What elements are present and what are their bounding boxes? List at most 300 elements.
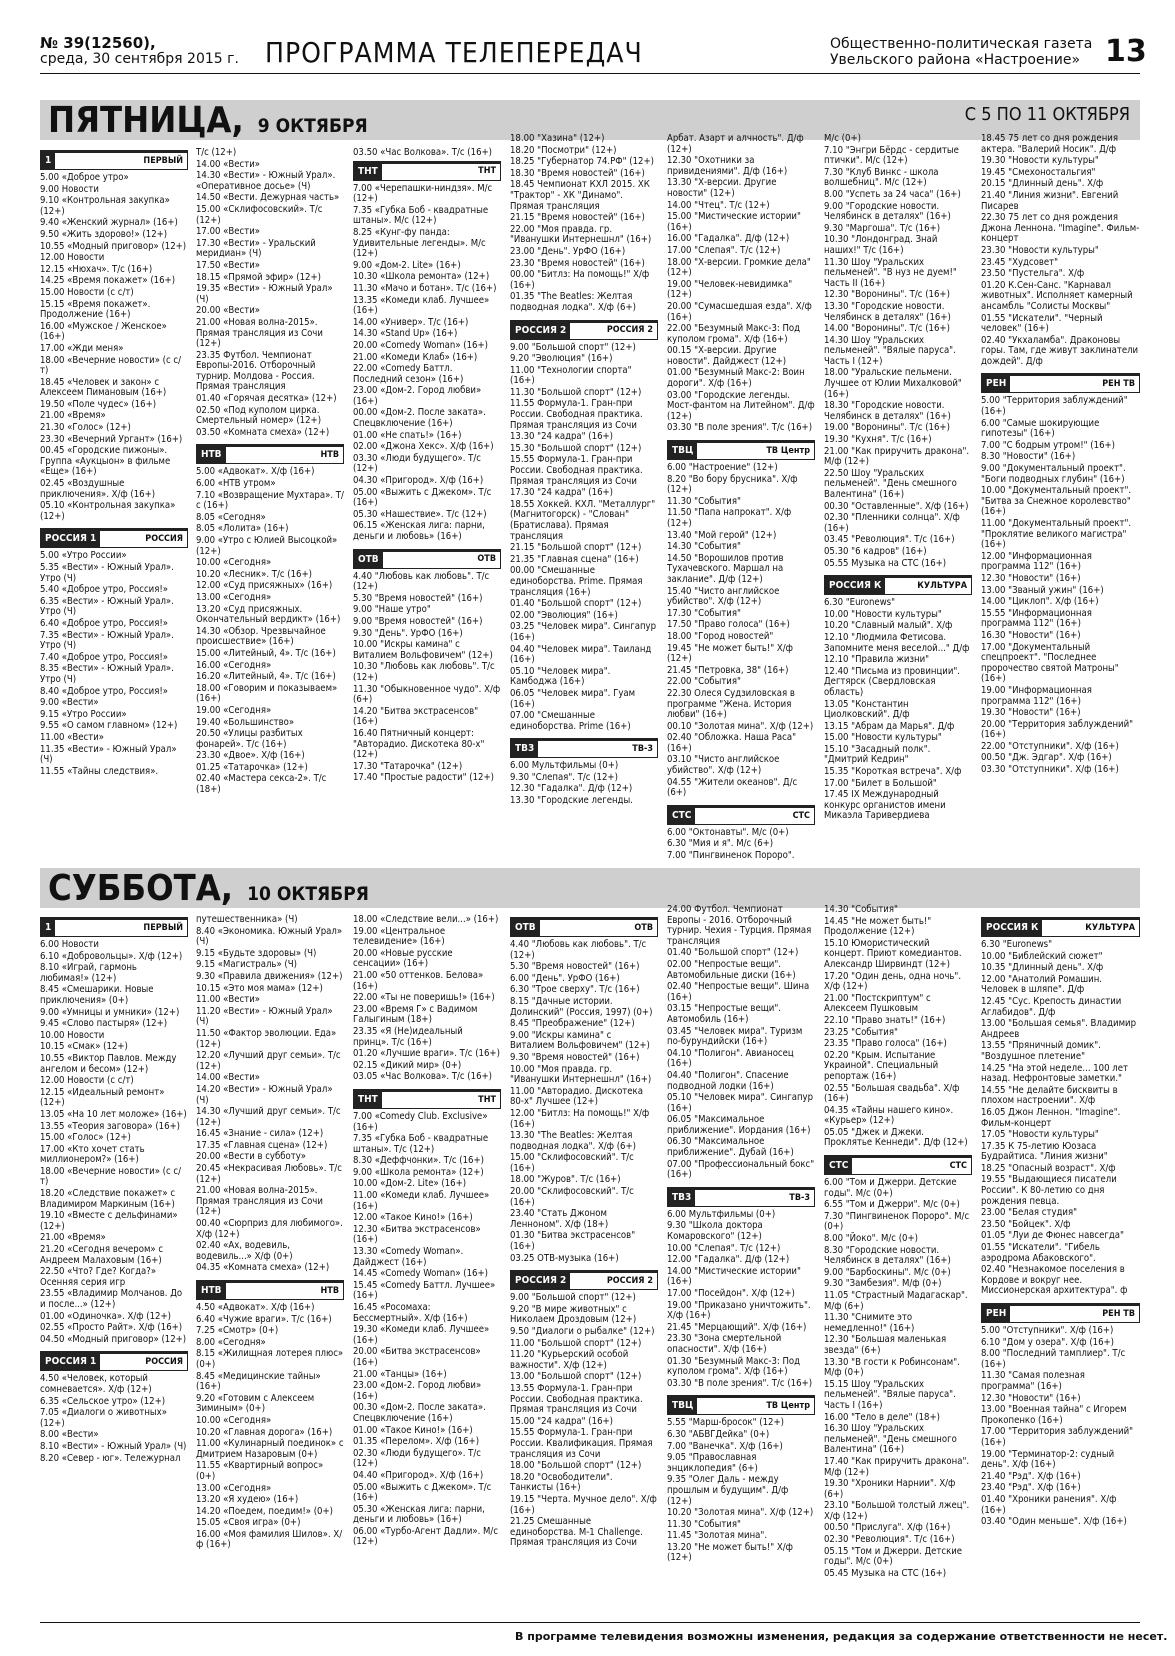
program-item: 02.30 «Люди будущего». Т/с (12+) (353, 1447, 481, 1470)
program-item: 18.15 «Прямой эфир» (12+) (196, 271, 321, 283)
program-item: 6.30 "АБВГДейка" (0+) (667, 1428, 770, 1440)
program-item: 16.45 «Знание - сила» (12+) (196, 1128, 324, 1140)
schedule-list (510, 134, 658, 314)
program-item: 6.00 "Настроение" (12+) (667, 462, 778, 474)
program-item: 6.00 "Октонавты". М/с (0+) (667, 826, 789, 838)
program-item: 6.10 «Добровольцы». Х/ф (12+) (40, 950, 183, 962)
program-item: 21.00 "Постскриптум" с Алексеем Пушковым (824, 992, 931, 1015)
program-item: 12.10 "Людмила Фетисова. Запомните меня веселой..." Д/ф (824, 631, 970, 654)
channel-header: ТВ3 ТВ-3 (510, 738, 658, 758)
program-item: 13.00 "Военная тайна" с Игорем Прокопенко (16+) (981, 1404, 1127, 1426)
program-item: 02.45 «Воздушные приключения». Х/ф (16+) (40, 478, 156, 500)
program-item: 00.40 «Сюрприз для любимого». Х/ф (12+) (196, 1218, 343, 1240)
program-item: 10.00 "Библейский сюжет" (981, 950, 1103, 962)
sat-col-2 (196, 915, 344, 1552)
program-item: 8.00 «Вести» (40, 1429, 99, 1441)
program-item: 14.30 "События" (824, 904, 898, 915)
program-item: 01.40 «Горячая десятка» (12+) (196, 393, 337, 405)
channel-header: ТНТ ТНТ (353, 1089, 501, 1109)
program-item: 04.55 "Жители океанов". Д/с (6+) (667, 776, 798, 799)
program-item: 21.00 «50 оттенков. Белова» (16+) (353, 969, 484, 992)
program-item: 21.00 «Комеди Клаб» (16+) (353, 351, 478, 363)
program-item: 00.00 "Смешанные единоборства. Prime. Прямая трансляция (16+) (510, 565, 643, 598)
program-item: 06.15 «Женская лига: парни, деньги и любовь» (16+) (353, 520, 485, 542)
program-item: 11.30 «Мачо и ботан». Т/с (16+) (353, 282, 497, 294)
program-item: 07.00 "Смешанные единоборства. Prime (16+) (510, 710, 631, 732)
program-item: 22.50 «Что? Где? Когда?» Осенняя серия игр (40, 1266, 157, 1288)
program-item: 17.30 "Татарочка" (12+) (353, 760, 463, 772)
program-item: 10.20 «Главная дорога» (16+) (196, 1426, 333, 1438)
program-item: 8.00 «Сегодня» (196, 1336, 266, 1348)
schedule-list (667, 828, 815, 862)
program-item: 00.50 "Дж. Эдгар". Х/ф (16+) (981, 752, 1112, 764)
program-item: 02.00 «Джона Хекс». Х/ф (16+) (353, 441, 494, 453)
program-item: 14.20 «Вести» - Южный Урал» (Ч) (196, 1083, 333, 1106)
program-item: 7.40 «Доброе утро, Россия!» (40, 651, 169, 663)
program-item: 17.45 IX Международный конкурс органистов имени Микаэла Таривердиева (824, 789, 946, 822)
program-item: 10.30 "Лондонград. Знай наших!" Т/с (16+) (824, 234, 938, 256)
program-item: 17.30 "24 кадра" (16+) (510, 487, 614, 499)
program-item: 10.00 "Моя правда. гр. "Иванушки Интернешнл" (16+) (510, 1063, 652, 1086)
program-item: 8.05 «Лолита» (16+) (196, 523, 289, 535)
schedule-list (40, 1374, 188, 1464)
program-item: 12.00 Новости (с с/т) (40, 1075, 134, 1087)
program-item: 21.00 «Время» (40, 1232, 106, 1244)
program-item: 23.00 «Дом-2. Город любви» (16+) (353, 385, 482, 407)
program-item: 02.50 «Под куполом цирка. Смертельный номер» (12+) (196, 404, 322, 427)
program-item: 23.30 «Вечерний Ургант» (16+) (40, 433, 183, 445)
program-item: 6.40 «Доброе утро, Россия!» (40, 617, 169, 629)
program-item: 14.00 «Вести» (196, 1072, 260, 1084)
program-item: 10.20 "Славный малый". Х/ф (824, 620, 953, 632)
program-item: 01.00 «Одиночка». Х/ф (12+) (40, 1310, 171, 1322)
program-item: 03.15 "Непростые вещи". Автомобиль (16+) (667, 1003, 781, 1025)
program-item: 9.00 "Время новостей" (16+) (353, 615, 483, 627)
channel-header: ТНТ ТНТ (353, 161, 501, 181)
program-item: 14.30 «Вести» - Южный Урал». «Оперативное досье» (Ч) (196, 170, 336, 192)
program-item: 19.45 "Не может быть!" Х/ф (12+) (667, 642, 793, 665)
program-item: 12.00 Новости (40, 252, 105, 264)
program-item: 9.00 "Большой спорт" (12+) (510, 1292, 636, 1304)
channel-header: ТВЦ ТВ Центр (667, 1395, 815, 1415)
program-item: 05.30 "6 кадров" (16+) (824, 545, 927, 557)
program-item: 11.20 «Вести» - Южный Урал» (Ч) (196, 1005, 333, 1028)
program-item: 14.00 "Чтец". Т/с (12+) (667, 199, 770, 211)
page-number: 13 (1105, 34, 1147, 69)
program-item: 9.15 «Будьте здоровы» (Ч) (196, 947, 317, 959)
program-item: 04.40 "Человек мира". Таиланд (16+) (510, 643, 652, 666)
program-item: 9.30 "Маргоша". Т/с (16+) (824, 222, 941, 234)
program-item: 19.55 "Выдающиеся писатели России". К 80-летию со дня рождения певца. (981, 1174, 1117, 1207)
program-item: 7.00 «Comedy Club. Exclusive» (16+) (353, 1110, 488, 1133)
program-item: 24.00 Футбол. Чемпионат Европы - 2016. Отборочный турнир. Чехия - Турция. Прямая трансляция (667, 904, 812, 947)
schedule-list (981, 1326, 1140, 1528)
program-item: 05.55 Музыка на СТС (16+) (824, 557, 947, 569)
schedule-list (196, 148, 344, 438)
program-item: 03.25 "Человек мира". Сингапур (16+) (510, 621, 657, 643)
program-item: 17.00 «Жди меня» (40, 342, 124, 354)
program-item: 12.30 "Новости" (16+) (981, 1392, 1081, 1404)
program-item: 02.20 "Крым. Испытание Украиной". Специальный репортаж (16+) (824, 1049, 939, 1082)
fri-col-1 (40, 148, 188, 778)
schedule-list (981, 396, 1140, 775)
program-item: 17.00 "Билет в Большой" (824, 777, 937, 789)
program-item: 14.00 "Воронины". Т/с (16+) (824, 323, 950, 335)
program-item: 4.50 «Адвокат». Х/ф (16+) (196, 1302, 315, 1313)
program-item: 12.45 "Сус. Крепость династии Аглабидов". Д/ф (981, 995, 1122, 1018)
program-item: 8.00 "Последний тамплиер". Т/с (16+) (981, 1348, 1126, 1370)
schedule-list (667, 463, 815, 799)
program-item: 04.50 «Модный приговор» (12+) (40, 1333, 187, 1345)
program-item: 04.30 «Пригород». Х/ф (16+) (353, 475, 484, 487)
program-item: 03.30 «Люди будущего». Т/с (12+) (353, 452, 481, 475)
program-item: 04.35 «Тайны нашего кино». «Курьер» (12+) (824, 1104, 954, 1127)
program-item: 02.40 "Обложка. Наша Раса" (16+) (667, 732, 797, 754)
program-item: 9.00 "Искры камина" с Виталием Вольфовичем" (12+) (510, 1029, 650, 1052)
program-item: 23.30 «Двое». Х/ф (16+) (196, 750, 305, 762)
program-item: 4.40 "Любовь как любовь". Т/с (12+) (353, 570, 490, 593)
program-item: 9.05 "Православная энциклопедия" (6+) (667, 1452, 758, 1474)
program-item: 00.00 «Дом-2. После заката». Спецвключение (16+) (353, 407, 486, 430)
program-item: 13.35 «Комеди клаб. Лучшее» (16+) (353, 294, 490, 317)
program-item: 22.10 "Право знать!" (16+) (824, 1014, 946, 1026)
saturday-heading: СУББОТА, 10 ОКТЯБРЯ (48, 868, 369, 909)
program-item: 8.30 «Деффчонки». Т/с (16+) (353, 1155, 484, 1167)
program-item: 14.00 «Вести» (196, 158, 260, 170)
program-item: 6.00 "Самые шокирующие гипотезы" (16+) (981, 417, 1100, 440)
program-item: 18.00 «Говорим и показываем» (16+) (196, 682, 338, 705)
program-item: 23.00 «Время Г» с Вадимом Галыгиным (18+) (353, 1003, 478, 1026)
program-item: 17.30 «Вести» - Уральский меридиан» (Ч) (196, 237, 316, 260)
program-item: 15.05 «Своя игра» (0+) (196, 1517, 301, 1529)
program-item: 22.30 75 лет со дня рождения Джона Леннона. "Imagine". Фильм-концерт (981, 212, 1140, 245)
schedule-list (824, 134, 972, 569)
program-item: 10.55 «Модный приговор» (12+) (40, 240, 187, 252)
program-item: 21.00 «Новая волна-2015». Прямая трансляция из Сочи (12+) (196, 1185, 323, 1218)
program-item: 6.30 "Euronews" (981, 939, 1053, 950)
schedule-list (981, 134, 1140, 367)
program-item: 18.20 «Следствие покажет» с Владимиром Маркиным (16+) (40, 1188, 176, 1210)
program-item: 12.00 "Информационная программа 112" (16+) (981, 550, 1092, 573)
program-item: 9.50 "Диалоги о рыбалке" (12+) (510, 1326, 655, 1337)
program-item: 23.00 "День". УрФО (16+) (510, 245, 626, 257)
program-item: 11.30 "Самая полезная программа" (16+) (981, 1370, 1085, 1392)
program-item: 5.40 «Доброе утро, Россия!» (40, 584, 169, 596)
program-item: 6.40 «Чужие враги». Т/с (16+) (196, 1313, 332, 1325)
program-item: 9.30 "Время новостей" (16+) (510, 1051, 640, 1063)
program-item: 23.35 «Я (Не)идеальный принц». Т/с (16+) (353, 1025, 463, 1048)
program-item: 01.30 "Битва экстрасенсов" (16+) (510, 1230, 636, 1253)
issue-date: среда, 30 сентября 2015 г. (40, 51, 239, 67)
program-item: 13.00 «Сегодня» (196, 1482, 272, 1494)
program-item: 19.00 "Терминатор-2: судный день". Х/ф (16+) (981, 1448, 1115, 1471)
program-item: 9.00 "Большой спорт" (12+) (510, 341, 636, 353)
program-item: 15.00 "Склифосовский". Т/с (16+) (510, 1152, 634, 1174)
program-item: 17.50 "Право голоса" (16+) (667, 619, 790, 631)
program-item: 5.00 "Территория заблуждений" (16+) (981, 395, 1128, 418)
schedule-list (667, 1210, 815, 1390)
program-item: 19.00 "Информационная программа 112" (16+) (981, 684, 1092, 707)
program-item: 14.50 «Вести. Дежурная часть» (196, 192, 340, 204)
program-item: 16.40 Пятничный концерт: "Авторадио. Дискотека 80-х" (12+) (353, 727, 485, 761)
program-item: 7.00 "Пингвиненок Пороро". (667, 850, 795, 862)
program-item: 18.00 "Большой спорт" (12+) (510, 1460, 642, 1472)
program-item: 23.30 "Время новостей" (16+) (510, 257, 645, 269)
program-item: 6.00 "День". УрФО (16+) (510, 972, 620, 984)
schedule-list (353, 184, 501, 543)
schedule-list (40, 940, 188, 1345)
channel-header: 1 ПЕРВЫЙ (40, 150, 188, 170)
program-item: 23.50 "Бойцек". Х/ф (981, 1218, 1071, 1230)
sat-col-6 (824, 905, 972, 1580)
program-item: 12.30 "Большая маленькая звезда" (6+) (824, 1334, 947, 1356)
program-item: 13.00 "Большой спорт" (12+) (510, 1371, 642, 1383)
channel-header: РОССИЯ К КУЛЬТУРА (824, 575, 972, 595)
issue-info (40, 36, 239, 67)
program-item: 12.20 «Лучший друг семьи». Т/с (12+) (196, 1050, 341, 1072)
program-item: 10.20 «Лесник». Т/с (16+) (196, 568, 312, 580)
program-item: 21.15 "Большой спорт" (12+) (510, 542, 642, 554)
footer-divider (40, 1622, 1140, 1623)
program-item: 05.00 «Выжить с Джеком». Т/с (16+) (353, 486, 492, 509)
program-item: 13.30 "24 кадра" (16+) (510, 431, 614, 443)
program-item: 10.00 "Документальный проект". "Битва за Снежное королевство" (16+) (981, 485, 1132, 518)
fri-col-4 (510, 134, 658, 808)
program-item: 22.00 «Comedy Баттл. Последний сезон» (16+) (353, 363, 464, 385)
program-item: 15.55 Формула-1. Гран-при России. Квалификация. Прямая трансляция из Сочи (510, 1427, 653, 1460)
channel-header: РОССИЯ К КУЛЬТУРА (981, 917, 1140, 937)
program-item: 14.30 Шоу "Уральских пельменей". "Вялые паруса". Часть I (12+) (824, 334, 956, 367)
program-item: 11.55 Формула-1. Гран-при России. Свободная практика. Прямая трансляция из Сочи (510, 398, 643, 431)
program-item: 18.25 "Губернатор 74.РФ" (12+) (510, 156, 654, 168)
program-item: 14.30 «Stand Up» (16+) (353, 328, 458, 340)
program-item: 18.30 "Время новостей" (16+) (510, 167, 645, 179)
channel-header: 1 ПЕРВЫЙ (40, 917, 188, 937)
program-item: 01.35 «Перелом». Х/ф (16+) (353, 1436, 480, 1448)
program-item: 19.30 «Комеди клаб. Лучшее» (16+) (353, 1324, 490, 1346)
program-item: 03.00 "Городские легенды. Мост-фантом на Литейном". Д/ф (12+) (667, 389, 815, 422)
program-item: 19.00 "Человек-невидимка" (12+) (667, 278, 793, 301)
program-item: 21.00 «Танцы» (16+) (353, 1368, 447, 1380)
program-item: 16.00 "Гадалка". Д/ф (12+) (667, 233, 790, 245)
program-item: 6.00 Мультфильмы (0+) (667, 1208, 776, 1220)
program-item: 17.50 «Вести» (196, 259, 260, 271)
program-item: 6.00 Новости (40, 939, 99, 950)
program-item: 20.15 "Длинный день". Х/ф (981, 178, 1104, 190)
newspaper-name: Общественно-политическая газета Увельского района «Настроение» (830, 36, 1093, 68)
schedule-list (353, 915, 501, 1083)
program-item: 7.30 "Пингвиненок Пороро". М/с (0+) (824, 1210, 970, 1233)
program-item: 8.15 «Жилищная лотерея плюс» (0+) (196, 1348, 344, 1370)
program-item: 06.05 "Человек мира". Гуам (16+) (510, 687, 636, 710)
program-item: 10.00 "Слепая". Т/с (12+) (667, 1242, 781, 1254)
program-item: 01.05 "Луи де Фюнес навсегда" (981, 1230, 1124, 1242)
program-item: 7.10 "Энгри Бёрдс - сердитые птички". М/с (12+) (824, 144, 959, 167)
schedule-list (40, 551, 188, 777)
program-item: 22.00 «Ты не поверишь!» (16+) (353, 992, 495, 1004)
program-item: 13.30 «Comedy Woman». Дайджест (16+) (353, 1246, 464, 1268)
channel-header: НТВ НТВ (196, 1280, 344, 1300)
program-item: 19.30 "Новости" (16+) (981, 707, 1081, 719)
program-item: 18.20 "Посмотри" (12+) (510, 144, 617, 156)
program-item: 01.20 К.Сен-Санс. "Карнавал животных". Исполняет камерный ансамбль "Солисты Москвы" (981, 279, 1133, 312)
program-item: 21.00 «Время» (40, 410, 106, 422)
channel-header: РОССИЯ 1 РОССИЯ (40, 528, 188, 548)
program-item: 10.55 «Виктор Павлов. Между ангелом и бесом» (12+) (40, 1052, 177, 1075)
program-item: 10.30 "Любовь как любовь". Т/с (12+) (353, 661, 495, 683)
program-item: 03.10 "Чисто английское убийство". Х/ф (12+) (667, 754, 780, 777)
program-item: 11.00 «Кулинарный поединок» с Дмитрием Назаровым (0+) (196, 1438, 344, 1460)
program-item: 00.30 «Дом-2. После заката». Спецвключение (16+) (353, 1402, 486, 1424)
program-item: Т/с (12+) (196, 147, 237, 158)
program-item: 18.00 "Уральские пельмени. Лучшее от Юлии Михалковой" (16+) (824, 367, 962, 400)
program-item: 8.10 «Играй, гармонь любимая!» (12+) (40, 962, 137, 984)
schedule-list (196, 467, 344, 795)
program-item: 8.45 «Медицинские тайны» (16+) (196, 1370, 321, 1393)
program-item: 8.20 «Север - юг». Тележурнал (40, 1452, 181, 1464)
program-item: 15.10 Юмористический концерт. Приют комедиантов. Александр Ширвиндт (12+) (824, 937, 962, 970)
program-item: 12.10 "Правила жизни" (824, 654, 930, 666)
saturday-band (40, 868, 1140, 908)
program-item: 11.20 "Курьерский особой важности". Х/ф (12+) (510, 1349, 629, 1371)
program-item: 9.00 "Наше утро" (353, 604, 431, 616)
program-item: 16.00 "Тело в деле" (18+) (824, 1411, 940, 1423)
program-item: 9.10 «Контрольная закупка» (12+) (40, 195, 170, 217)
program-item: 21.00 "Как приручить дракона". М/ф (12+) (824, 445, 970, 468)
program-item: 19.00 "Воронины". Т/с (16+) (824, 422, 950, 434)
program-item: 5.35 «Вести» - Южный Урал». Утро (Ч) (40, 562, 174, 584)
program-item: 21.45 "Петровка, 38" (16+) (667, 664, 789, 676)
channel-header: ТВ3 ТВ-3 (667, 1187, 815, 1207)
program-item: М/с (0+) (824, 133, 861, 144)
program-item: 9.00 «Умницы и умники» (12+) (40, 1006, 180, 1018)
program-item: 11.55 «Квартирный вопрос» (0+) (196, 1460, 324, 1482)
program-item: 00.10 "Золотая мина". Х/ф (12+) (667, 720, 814, 732)
schedule-list (510, 343, 658, 733)
sat-col-5 (667, 905, 815, 1565)
schedule-list (196, 1303, 344, 1551)
program-item: 04.40 "Полигон". Спасение подводной лодки (16+) (667, 1069, 789, 1092)
program-item: 23.35 "Право голоса" (16+) (824, 1038, 947, 1050)
program-item: 12.15 «Нюхач». Т/с (16+) (40, 263, 153, 275)
program-item: 13.05 "Константин Циолковский". Д/ф (824, 698, 910, 721)
schedule-list (981, 940, 1140, 1297)
program-item: Арбат. Азарт и алчность". Д/ф (12+) (667, 133, 804, 155)
program-item: 06.30 "Максимальное приближение". Дубай (16+) (667, 1136, 794, 1159)
program-item: 6.10 "Дом у озера". Х/ф (16+) (981, 1336, 1115, 1348)
program-item: 8.30 "Новости" (16+) (981, 451, 1076, 463)
program-item: 8.35 «Вести» - Южный Урал». Утро (Ч) (40, 663, 174, 685)
program-item: 8.40 «Экономика. Южный Урал» (Ч) (196, 925, 343, 948)
program-item: 03.50 «Комната смеха» (12+) (196, 426, 330, 438)
program-item: 8.05 «Сегодня» (196, 511, 266, 523)
program-item: 15.15 «Время покажет». Продолжение (16+) (40, 298, 151, 321)
program-item: 20.00 «Новые русские сенсации» (16+) (353, 947, 453, 970)
program-item: 21.40 "Рэд". Х/ф (16+) (981, 1470, 1081, 1482)
program-item: 11.55 «Тайны следствия». (40, 765, 159, 777)
program-item: 21.25 Смешанные единоборства. М-1 Challenge. Прямая трансляция из Сочи (510, 1516, 643, 1549)
program-item: 11.35 «Вести» - Южный Урал» (Ч) (40, 743, 177, 766)
program-item: 18.00 "Хазина" (12+) (510, 133, 605, 144)
program-item: 11.30 "События" (667, 495, 741, 507)
program-item: 17.00 «Вести» (196, 226, 260, 238)
program-item: 10.35 "Длинный день". Х/ф (981, 962, 1104, 974)
program-item: 11.00 «Комеди клаб. Лучшее» (16+) (353, 1190, 490, 1212)
program-item: 13.30 "Городские новости. Челябинск в деталях" (16+) (824, 300, 951, 323)
program-item: 9.00 «Дом-2. Lite» (16+) (353, 259, 461, 271)
program-item: 8.30 "Городские новости. Челябинск в деталях" (16+) (824, 1244, 951, 1267)
program-item: 6.00 "Том и Джерри. Детские годы". М/с (0+) (824, 1177, 957, 1199)
program-item: 15.10 "Засадный полк". "Дмитрий Кедрин" (824, 743, 931, 766)
program-item: 16.05 Джон Леннон. "Imagine". Фильм-концерт (981, 1106, 1121, 1129)
program-item: 19.00 «Центральное телевидение» (16+) (353, 925, 446, 948)
program-item: 8.10 «Вести» - Южный Урал» (Ч) (40, 1440, 187, 1452)
program-item: 12.30 "Воронины". Т/с (16+) (824, 289, 950, 301)
schedule-list (824, 905, 972, 1149)
program-item: 01.00 «Такое Кино!» (16+) (353, 1424, 473, 1436)
program-item: 18.25 "Опасный возраст". Х/ф (981, 1162, 1116, 1174)
program-item: 22.30 Олеся Судзиловская в программе "Жена. История любви" (16+) (667, 687, 795, 721)
program-item: 15.35 "Короткая встреча". Х/ф (824, 766, 962, 778)
program-item: 6.55 "Том и Джерри". М/с (0+) (824, 1199, 960, 1211)
program-item: 8.00 "Успеть за 24 часа" (16+) (824, 188, 961, 200)
program-item: 13.15 "Абрам да Марья". Д/ф (824, 720, 955, 732)
program-item: 21.30 «Голос» (12+) (40, 422, 131, 434)
program-item: 23.55 «Владимир Молчанов. До и после...» (12+) (40, 1288, 183, 1310)
program-item: 12.00 "Битлз: На помощь!" Х/ф (16+) (510, 1107, 650, 1130)
program-item: 6.35 «Вести» - Южный Урал». Утро (Ч) (40, 595, 174, 618)
program-item: 11.45 "Золотая мина". (667, 1530, 768, 1542)
program-item: 5.00 «Утро России» (40, 550, 127, 562)
program-item: 03.30 "Отступники". Х/ф (16+) (981, 764, 1119, 776)
footer-disclaimer: В программе телевидения возможны изменения, редакция за содержание ответственности не несет. (515, 1630, 1168, 1643)
program-item: 19.50 «Поле чудес» (16+) (40, 398, 157, 410)
program-item: 20.00 «Вести» (196, 305, 260, 317)
program-item: 13.20 "Не может быть!" Х/ф (12+) (667, 1541, 793, 1564)
program-item: 05.10 «Контрольная закупка» (12+) (40, 500, 176, 522)
program-item: 21.40 "Линия жизни". Евгений Писарев (981, 189, 1119, 212)
program-item: 12.30 "Новости" (16+) (981, 572, 1081, 584)
schedule-list (353, 1112, 501, 1548)
program-item: 23.30 "Новости культуры" (981, 244, 1099, 256)
program-item: 04.10 "Полигон". Авианосец (16+) (667, 1047, 794, 1070)
program-item: 13.20 «Я худею» (16+) (196, 1494, 299, 1506)
program-item: 9.00 «Вести» (40, 697, 99, 709)
program-item: 21.45 "Мерцающий". Х/ф (16+) (667, 1321, 807, 1333)
schedule-list (510, 940, 658, 1264)
program-item: 7.35 «Вести» - Южный Урал». Утро (Ч) (40, 629, 174, 652)
program-item: 03.50 «Час Волкова». Т/с (16+) (353, 147, 493, 158)
program-item: 9.20 «Готовим с Алексеем Зиминым» (0+) (196, 1392, 315, 1415)
program-item: 03.40 "Один меньше". Х/ф (16+) (981, 1516, 1127, 1528)
program-item: 6.30 "Трое сверху". Т/с (16+) (510, 984, 640, 996)
program-item: 13.00 «Сегодня» (196, 591, 272, 603)
program-item: 9.30 «Правила движения» (12+) (196, 970, 343, 982)
program-item: 15.15 Шоу "Уральских пельменей". "Вялые паруса". Часть I (16+) (824, 1378, 956, 1411)
program-item: 17.40 "Как приручить дракона". М/ф (12+) (824, 1455, 970, 1478)
program-item: 5.00 «Доброе утро» (40, 172, 129, 183)
program-item: 04.40 «Пригород». Х/ф (16+) (353, 1469, 484, 1481)
program-item: 15.00 "Новости культуры" (824, 732, 942, 744)
program-item: 01.00 «Не спать!» (16+) (353, 429, 462, 441)
program-item: 18.45 75 лет со дня рождения актера. "Валерий Носик". Д/ф (981, 133, 1118, 155)
program-item: 11.00 "Большой спорт" (12+) (510, 1337, 642, 1349)
program-item: 16.45 «Росомаха: Бессмертный». Х/ф (16+) (353, 1302, 468, 1324)
issue-number: № 39(12560), (40, 34, 156, 52)
program-item: 05.30 «Нашествие». Т/с (12+) (353, 508, 487, 520)
program-item: 15.00 «Литейный, 4». Т/с (16+) (196, 647, 336, 659)
fri-col-3 (353, 148, 501, 785)
